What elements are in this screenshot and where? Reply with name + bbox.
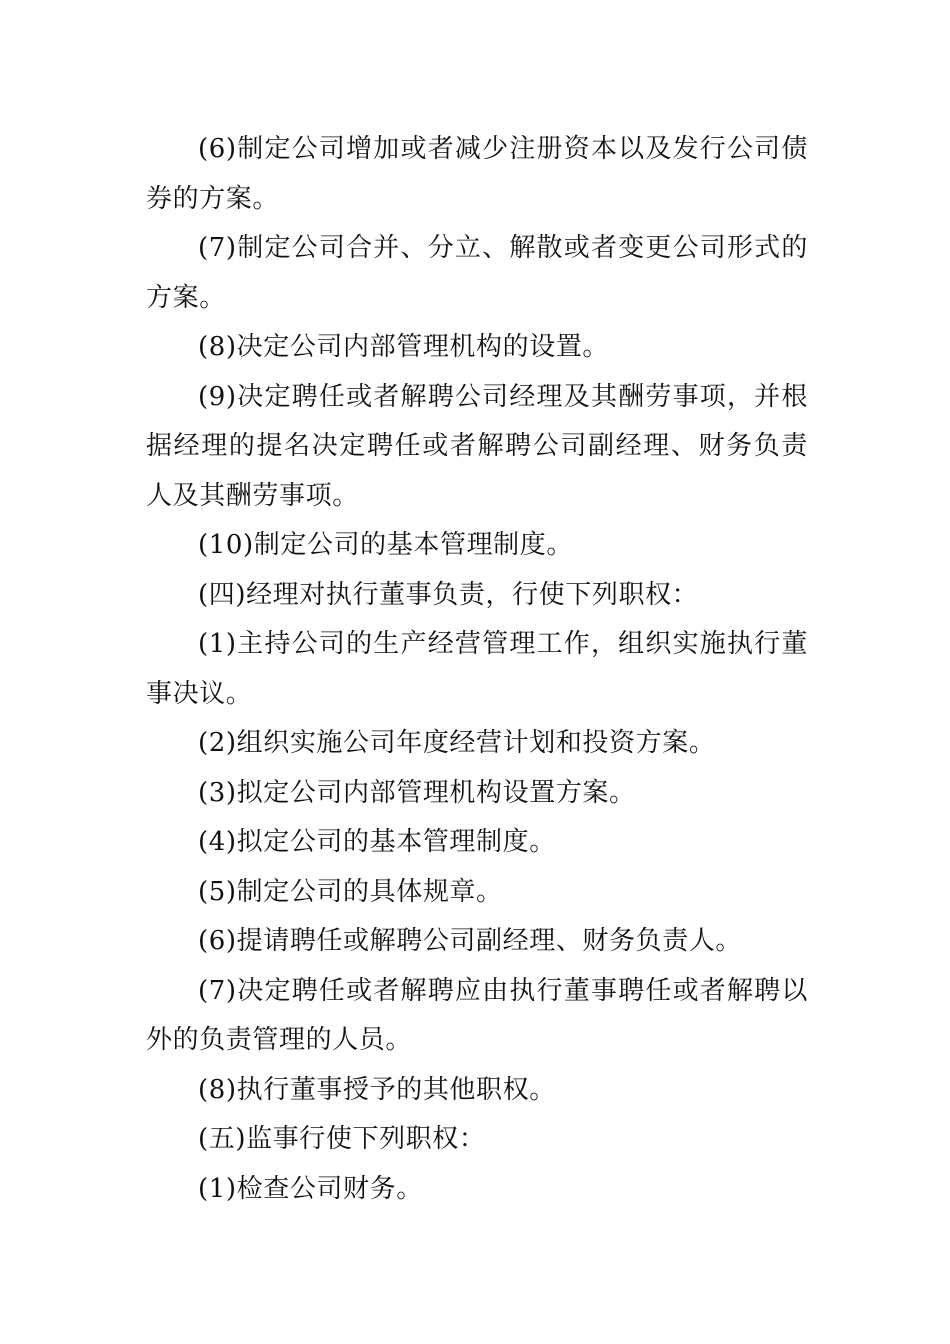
manager-power-3: (3)拟定公司内部管理机构设置方案。: [198, 777, 636, 808]
manager-power-5: (5)制定公司的具体规章。: [198, 876, 503, 907]
manager-power-7: (7)决定聘任或者解聘应由执行董事聘任或者解聘以外的负责管理的人员。: [146, 975, 808, 1055]
paragraph-7-merger-plan: (7)制定公司合并、分立、解散或者变更公司形式的方案。: [146, 233, 808, 313]
paragraph-10-management-system: (10)制定公司的基本管理制度。: [198, 530, 573, 560]
manager-power-4: (4)拟定公司的基本管理制度。: [198, 827, 556, 857]
manager-power-8: (8)执行董事授予的其他职权。: [198, 1074, 556, 1105]
section-5-supervisor-powers: (五)监事行使下列职权：: [198, 1124, 486, 1154]
manager-power-2: (2)组织实施公司年度经营计划和投资方案。: [198, 728, 716, 758]
paragraph-6-capital-plan: (6)制定公司增加或者减少注册资本以及发行公司债券的方案。: [146, 134, 808, 214]
supervisor-power-1: (1)检查公司财务。: [198, 1173, 423, 1204]
section-4-manager-powers: (四)经理对执行董事负责，行使下列职权：: [198, 579, 699, 610]
paragraph-9-appoint-manager: (9)决定聘任或者解聘公司经理及其酬劳事项，并根据经理的提名决定聘任或者解聘公司副经理、财务负责人及其酬劳事项。: [146, 381, 808, 511]
paragraph-8-internal-structure: (8)决定公司内部管理机构的设置。: [198, 332, 610, 362]
manager-power-6: (6)提请聘任或解聘公司副经理、财务负责人。: [198, 926, 743, 956]
manager-power-1: (1)主持公司的生产经营管理工作，组织实施执行董事决议。: [146, 629, 808, 709]
document-body: [146, 125, 808, 1214]
